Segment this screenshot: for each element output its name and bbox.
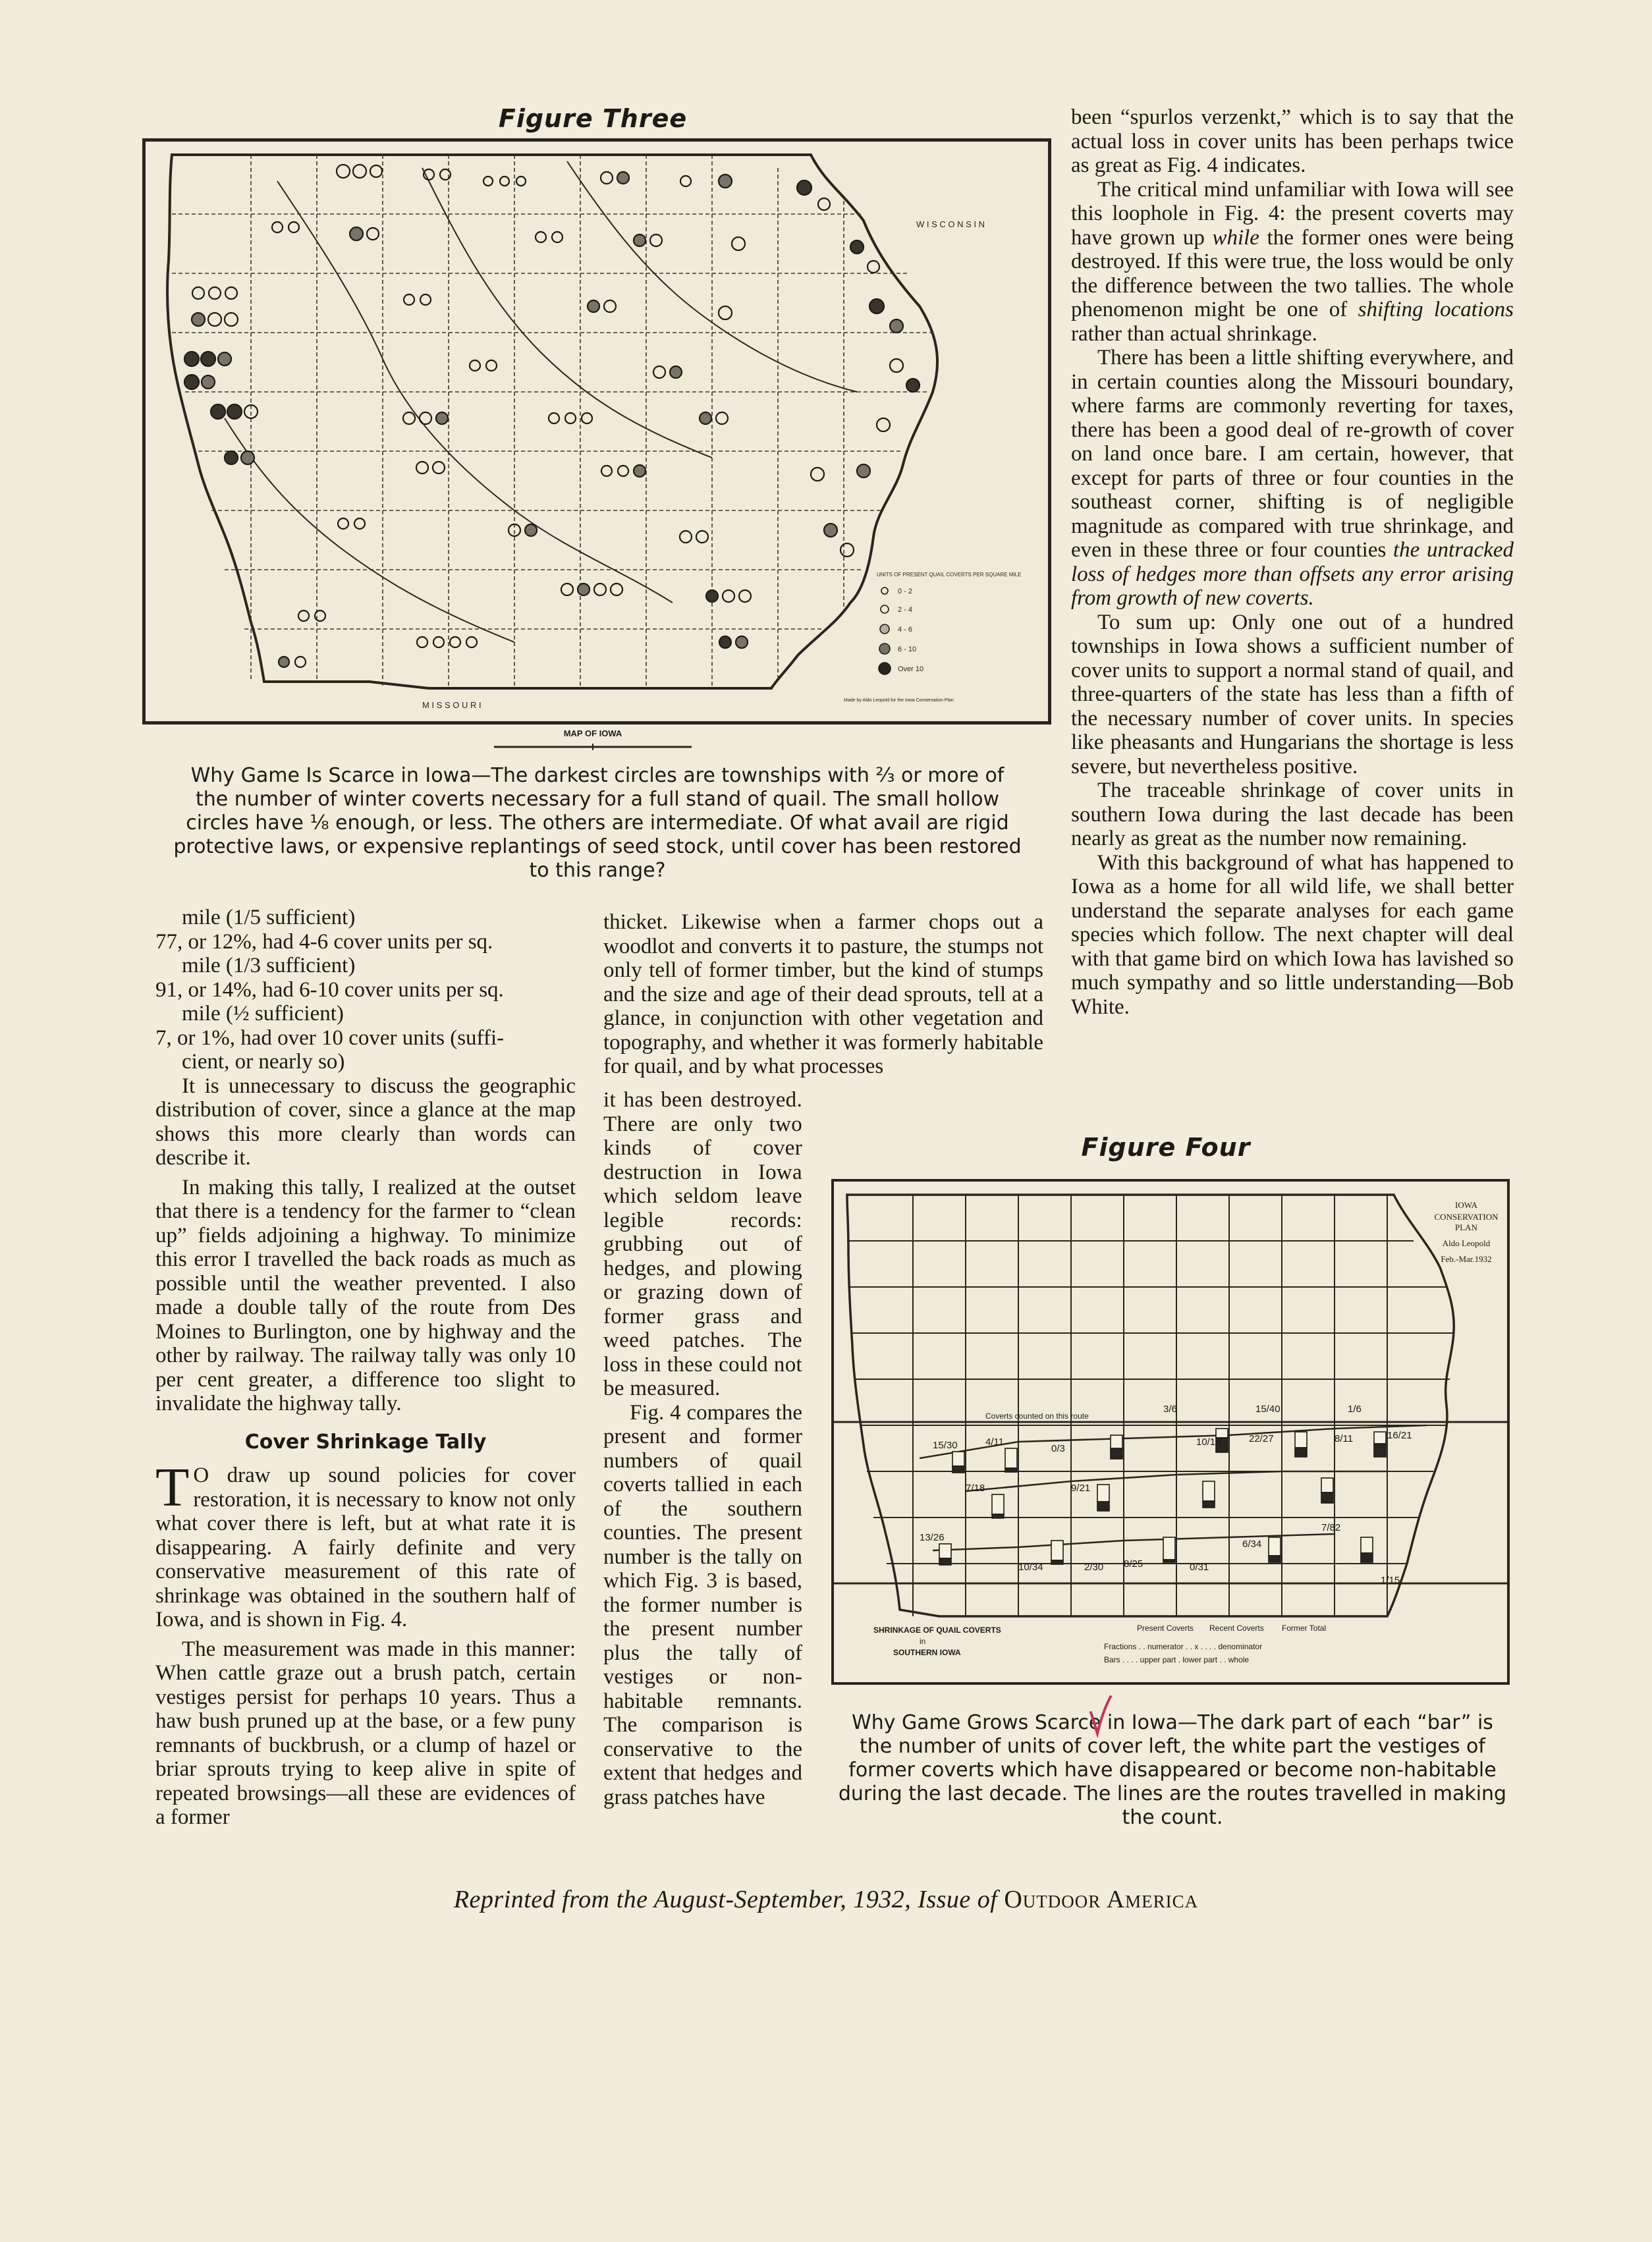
tally-line-4: 7, or 1%, had over 10 cover units (suffi- <box>155 1025 505 1050</box>
figure-three-caption: Why Game Is Scarce in Iowa—The darkest circles are townships with ⅔ or more of the number of winter coverts necessary for a full stand of quail. The small hollow circles have ⅛ enough, or less. The others are intermediate. Of what avail are rigid protective laws, or expensive replantings of seed stock, until cover has been restored to this range? <box>173 764 1022 882</box>
col3-p2-a: The critical mind unfamiliar with Iowa will see this loophole in Fig. 4: the present coverts may have grown up <box>1071 177 1514 250</box>
column-three <box>1071 105 1514 1019</box>
plan-line-3: PLAN <box>1455 1222 1477 1232</box>
col3-paragraph-3 <box>1071 346 1514 611</box>
col1-paragraph-3-text: O draw up sound policies for cover restoration, it is necessary to know not only what cover there is left, but at what rate it is disappearing. A fairly definite and very conservative measurement of this rate of shrinkage was obtained in the southern half of Iowa, and is shown in Fig. 4. <box>155 1463 576 1631</box>
county-grid <box>172 155 936 688</box>
fraction-1: 15/30 <box>933 1440 958 1451</box>
figure-three-map-svg <box>146 142 1048 721</box>
legend-item-1: 0 - 2 <box>898 588 913 595</box>
fraction-5: 15/40 <box>1255 1404 1280 1415</box>
col3-p2-em2: shifting locations <box>1358 298 1514 321</box>
fraction-13: 13/26 <box>920 1532 945 1543</box>
fraction-8: 22/27 <box>1249 1433 1274 1444</box>
figure-three-title: Figure Three <box>498 104 688 133</box>
legend-header-present: Present Coverts <box>1137 1624 1194 1633</box>
cover-shrinkage-heading: Cover Shrinkage Tally <box>244 1430 487 1454</box>
footer-prefix: Reprinted from the August-September, 1932, Issue of <box>453 1886 998 1913</box>
col3-paragraph-5: The traceable shrinkage of cover units in southern Iowa during the last decade has been nearly as great as the number now remaining. <box>1071 779 1514 850</box>
column-one <box>155 906 576 1830</box>
col3-p2-em1: while <box>1212 225 1259 250</box>
fraction-18: 6/34 <box>1242 1539 1262 1550</box>
iowa-quail-cover-map <box>142 138 1051 725</box>
col2-paragraph-1-narrow: it has been destroyed. There are only two kinds of cover destruction in Iowa which seldom leave legible records: grubbing out of hedges, and plowing or grazing down of former grass and weed patches. The loss in these could not be measured. <box>603 1088 802 1400</box>
legend-header-former: Former Total <box>1282 1624 1327 1633</box>
plan-info-box <box>1435 1200 1499 1264</box>
legend-item-5: Over 10 <box>898 665 924 673</box>
legend-item-3: 4 - 6 <box>898 626 913 634</box>
legend-row-fractions: Fractions . . numerator . . x . . . . denominator <box>1104 1642 1263 1651</box>
map-of-iowa-label: MAP OF IOWA <box>563 728 622 738</box>
tally-line-3: 91, or 14%, had 6-10 cover units per sq. <box>155 977 504 1002</box>
fraction-7: 10/14 <box>1196 1436 1221 1448</box>
covert-circles <box>184 165 920 667</box>
tally-line-3-cont: mile (½ sufficient) <box>182 1002 344 1025</box>
tally-line-4-cont: cient, or nearly so) <box>182 1050 345 1074</box>
legend-item-4: 6 - 10 <box>898 645 917 653</box>
fraction-15: 2/30 <box>1084 1562 1104 1573</box>
figure-four-title: Figure Four <box>1081 1133 1251 1162</box>
drop-cap: T <box>155 1457 190 1518</box>
col3-p3-em: the untracked loss of hedges more than offsets any error arising from growth of new coverts. <box>1071 538 1514 610</box>
fraction-2: 4/11 <box>985 1436 1005 1448</box>
col3-paragraph-6: With this background of what has happened to Iowa as a home for all wild life, we shall better understand the separate analyses for each game species which follow. The next chapter will deal with that game bird on which Iowa has lavished so much sympathy and so little understanding—Bob White. <box>1071 850 1514 1019</box>
figure-four-map-svg <box>834 1182 1507 1682</box>
column-two <box>603 910 1043 1079</box>
tally-line-1: mile (1/5 sufficient) <box>182 906 356 929</box>
wisconsin-label: W I S C O N S I N <box>916 219 985 229</box>
col3-paragraph-2 <box>1071 178 1514 346</box>
legend-credit: Made by Aldo Leopold for the Iowa Conservation Plan <box>844 698 954 703</box>
plan-line-1: IOWA <box>1455 1200 1477 1210</box>
figure-three-legend <box>844 572 1021 703</box>
shrinkage-title-3: SOUTHERN IOWA <box>893 1648 961 1657</box>
plan-line-2: CONSERVATION <box>1434 1212 1499 1222</box>
fraction-4: 3/6 <box>1163 1404 1177 1415</box>
reprint-footer <box>0 1885 1652 1914</box>
col3-p2-b: the former ones were being destroyed. If this were true, the loss would be only the difference between the two tallies. The whole phenomenon might be one of <box>1071 225 1514 321</box>
fraction-12: 9/21 <box>1071 1483 1091 1494</box>
tally-line-2-cont: mile (1/3 sufficient) <box>182 954 356 977</box>
fig4-bottom-legend <box>873 1624 1326 1664</box>
map-scale-bar <box>487 742 698 751</box>
col3-paragraph-4: To sum up: Only one out of a hundred townships in Iowa shows a sufficient number of cover units to support a normal stand of quail, and three-quarters of the state has less than a fifth of the necessary number of cover units. In species like pheasants and Hungarians the shortage is less severe, but nevertheless positive. <box>1071 610 1514 779</box>
col3-p3-a: There has been a little shifting everywhere, and in certain counties along the Missouri boundary, where farms are commonly reverting for taxes, there has been a good deal of re-growth of cover on land once bare. I am certain, however, that except for parts of three or four counties in the southeast corner, shifting is of negligible magnitude as compared with true shrinkage, and even in these three or four counties <box>1071 346 1514 562</box>
route-label: Coverts counted on this route <box>985 1411 1089 1421</box>
footer-publication: Outdoor America <box>1004 1886 1199 1913</box>
legend-header-recent: Recent Coverts <box>1209 1624 1264 1633</box>
fraction-9: 8/11 <box>1335 1433 1354 1444</box>
col2-paragraph-1: thicket. Likewise when a farmer chops out a woodlot and converts it to pasture, the stumps not only tell of former timber, but the kind of stumps and the size and age of their dead sprouts, tell at a glance, in conjunction with other vegetation and topography, and whether it was formerly habitable for quail, and by what processes <box>603 910 1043 1078</box>
fraction-3: 0/3 <box>1051 1443 1065 1454</box>
shrinkage-title-1: SHRINKAGE OF QUAIL COVERTS <box>873 1626 1001 1635</box>
red-pen-check-mark <box>1087 1693 1113 1739</box>
shrinkage-map <box>831 1179 1510 1685</box>
plan-line-5: Feb.-Mar.1932 <box>1441 1254 1492 1264</box>
fraction-19: 7/82 <box>1321 1522 1341 1533</box>
col1-paragraph-4: The measurement was made in this manner: When cattle graze out a brush patch, certain vestiges persist for perhaps 10 years. Thus a haw bush pruned up at the base, or a few puny remnants of buckbrush, or a clump of hazel or briar sprouts trying to keep alive in spite of repeated browsings—all these are evidences of a former <box>155 1637 576 1829</box>
plan-line-4: Aldo Leopold <box>1442 1238 1491 1248</box>
shrinkage-title-2: in <box>920 1637 926 1646</box>
shrinkage-bars <box>939 1429 1386 1565</box>
tally-line-2: 77, or 12%, had 4-6 cover units per sq. <box>155 929 493 954</box>
figure-four-caption: Why Game Grows Scarce in Iowa—The dark part of each “bar” is the number of units of cover left, the white part the vestiges of former coverts which have disappeared or become non-habitable during the last decade. The lines are the routes travelled in making the count. <box>838 1711 1507 1829</box>
fraction-6: 1/6 <box>1348 1404 1362 1415</box>
col2-paragraph-2: Fig. 4 compares the present and former numbers of quail coverts tallied in each of the southern counties. The present number is the tally on which Fig. 3 is based, the former number is the present number plus the tally of vestiges or non-habitable remnants. The comparison is conservative to the extent that hedges and grass patches have <box>603 1400 802 1809</box>
legend-row-bars: Bars . . . . upper part . lower part . . whole <box>1104 1655 1250 1664</box>
fraction-20: 1/15 <box>1381 1575 1400 1586</box>
column-two-narrow <box>603 1088 802 1809</box>
fraction-11: 7/18 <box>966 1483 985 1494</box>
fraction-16: 8/25 <box>1124 1558 1143 1570</box>
missouri-label: M I S S O U R I <box>422 700 482 710</box>
fraction-17: 0/31 <box>1190 1562 1209 1573</box>
fraction-14: 10/34 <box>1018 1562 1043 1573</box>
legend-item-2: 2 - 4 <box>898 606 913 614</box>
col1-paragraph-3 <box>155 1457 576 1632</box>
fraction-10: 16/21 <box>1387 1430 1412 1441</box>
col1-paragraph-2: In making this tally, I realized at the outset that there is a tendency for the farmer to “clean up” fields adjoining a highway. To minimize this error I travelled the back roads as much as possible until the weather prevented. I also made a double tally of the route from Des Moines to Burlington, one by highway and the other by railway. The railway tally was only 10 per cent greater, a difference too slight to invalidate the highway tally. <box>155 1175 576 1415</box>
col3-p2-c: rather than actual shrinkage. <box>1071 321 1317 346</box>
legend-title: UNITS OF PRESENT QUAIL COVERTS PER SQUARE MILE <box>877 572 1022 578</box>
col1-paragraph-1: It is unnecessary to discuss the geographic distribution of cover, since a glance at the map shows this more clearly than words can describe it. <box>155 1074 576 1170</box>
col3-paragraph-1: been “spurlos verzenkt,” which is to say that the actual loss in cover units has been perhaps twice as great as Fig. 4 indicates. <box>1071 105 1514 177</box>
